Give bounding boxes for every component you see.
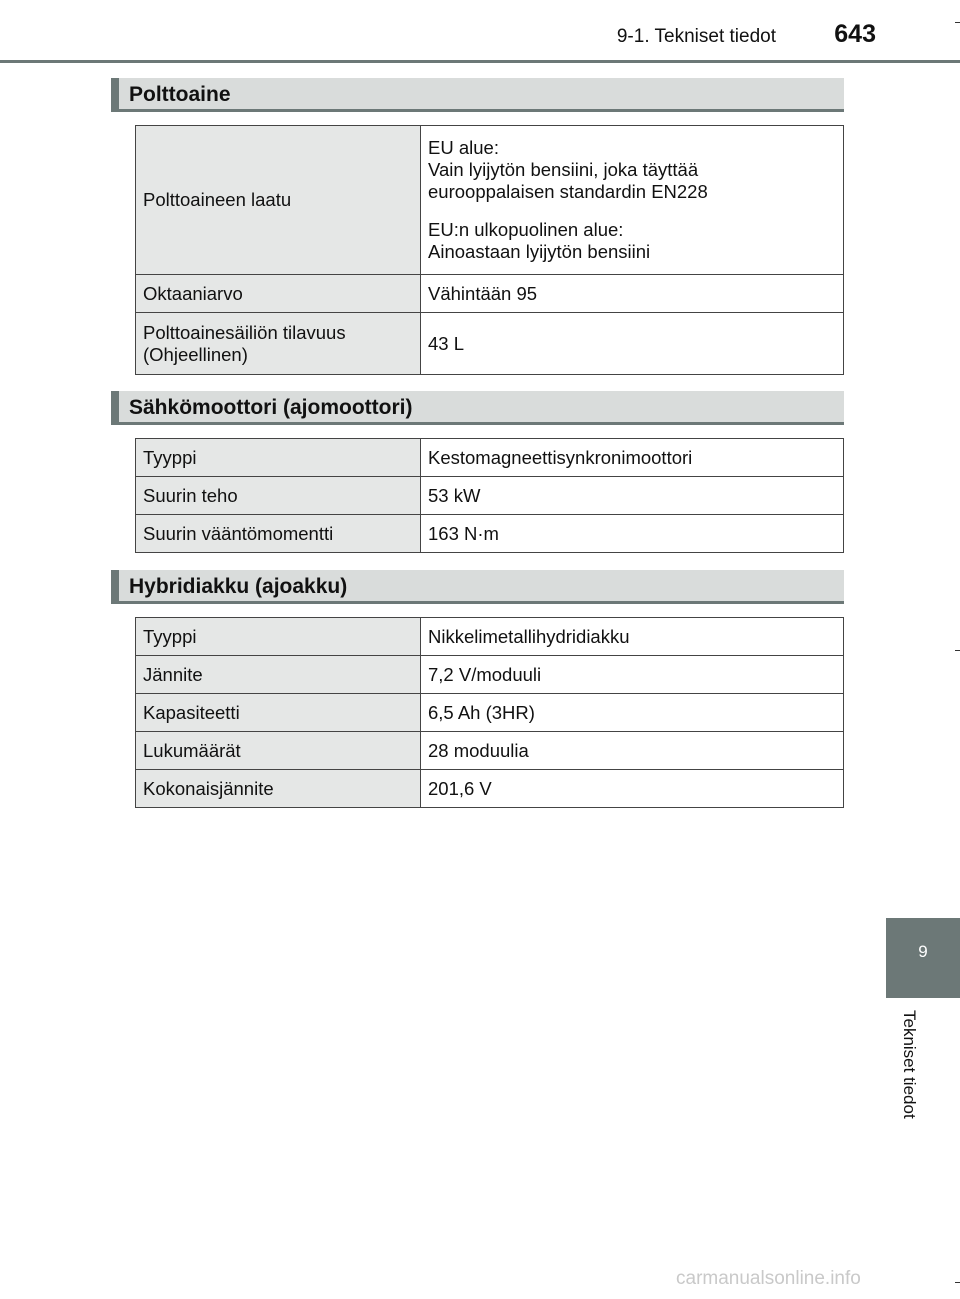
spec-value: 163 N·m [421,515,844,553]
spec-value: 6,5 Ah (3HR) [421,694,844,732]
spec-label: Tyyppi [136,618,421,656]
crop-mark [955,22,960,23]
spec-value [421,126,844,275]
spec-label: Kokonaisjännite [136,770,421,808]
section-heading-text: Polttoaine [129,83,231,106]
chapter-label: Tekniset tiedot [900,1010,919,1119]
section-electric-motor [111,391,844,425]
chapter-tab[interactable] [886,918,960,998]
spec-label: Suurin vääntömomentti [136,515,421,553]
spec-label-text: Polttoaineen laatu [143,189,292,210]
section-heading-text: Hybridiakku (ajoakku) [129,575,348,598]
spec-value-line: Vain lyijytön bensiini, joka täyttää [428,159,699,180]
crop-mark [955,650,960,651]
table-row [136,439,844,477]
motor-spec-table [135,438,844,553]
table-row [136,732,844,770]
section-fuel [111,78,844,112]
header-rule [0,60,960,63]
table-row [136,126,844,275]
spec-value-line: EU:n ulkopuolinen alue: [428,219,624,240]
spec-label [136,126,421,275]
spec-value: 7,2 V/moduuli [421,656,844,694]
page-number: 643 [834,20,876,48]
table-row [136,275,844,313]
spec-value: 43 L [421,313,844,375]
battery-spec-table [135,617,844,808]
section-heading [111,78,844,112]
table-row [136,770,844,808]
table-row [136,618,844,656]
section-title: 9-1. Tekniset tiedot [616,26,776,47]
spec-label: Oktaaniarvo [136,275,421,313]
spec-value: 28 moduulia [421,732,844,770]
spec-value: Kestomagneettisynkronimoottori [421,439,844,477]
spec-label: Jännite [136,656,421,694]
spec-label: Suurin teho [136,477,421,515]
section-heading [111,391,844,425]
spec-value: Vähintään 95 [421,275,844,313]
section-heading-text: Sähkömoottori (ajomoottori) [129,396,413,419]
spec-value: 201,6 V [421,770,844,808]
spec-value: 53 kW [421,477,844,515]
crop-mark [955,1282,960,1283]
table-row [136,656,844,694]
spec-value-line: Ainoastaan lyijytön bensiini [428,241,651,262]
spec-label-line: Polttoainesäiliön tilavuus [143,321,346,343]
spec-label: Tyyppi [136,439,421,477]
spec-value-line: eurooppalaisen standardin EN228 [428,181,708,202]
spec-label: Kapasiteetti [136,694,421,732]
spec-label-line: (Ohjeellinen) [143,343,248,365]
spec-value-line: EU alue: [428,137,499,158]
table-row [136,694,844,732]
watermark: carmanualsonline.info [676,1268,861,1289]
chapter-number: 9 [918,942,928,961]
section-hybrid-battery [111,570,844,604]
table-row [136,477,844,515]
spec-value: Nikkelimetallihydridiakku [421,618,844,656]
spec-label [136,313,421,375]
table-row [136,313,844,375]
spacer [428,203,836,219]
section-heading [111,570,844,604]
page-header [0,0,960,62]
table-row [136,515,844,553]
spec-label: Lukumäärät [136,732,421,770]
fuel-spec-table [135,125,844,375]
